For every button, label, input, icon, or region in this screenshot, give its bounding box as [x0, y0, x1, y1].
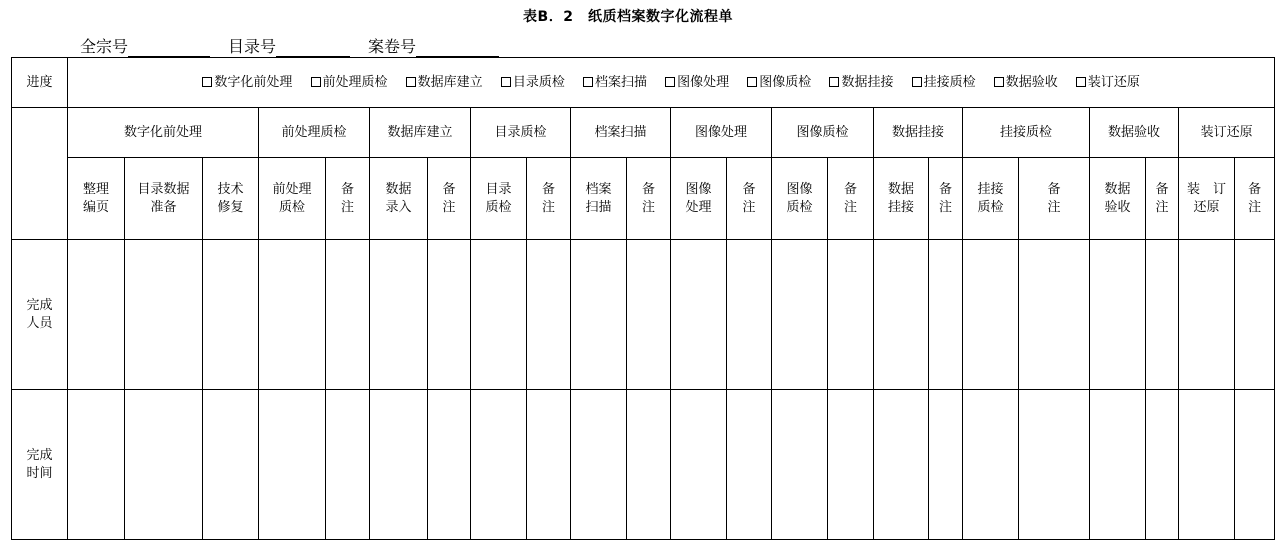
sub-header: 数据 录入 [370, 158, 428, 240]
sub-header: 数据 挂接 [874, 158, 929, 240]
progress-option[interactable]: 装订还原 [1076, 74, 1140, 92]
progress-option[interactable]: 前处理质检 [311, 74, 388, 92]
entry-cell[interactable] [68, 390, 125, 540]
checkbox-icon[interactable] [311, 77, 321, 87]
progress-option[interactable]: 图像处理 [665, 74, 729, 92]
entry-cell[interactable] [1235, 390, 1275, 540]
sub-header: 备 注 [627, 158, 671, 240]
sub-header: 备 注 [1146, 158, 1179, 240]
sub-header: 技术 修复 [203, 158, 259, 240]
sub-header: 备 注 [727, 158, 772, 240]
time-row [12, 390, 1275, 540]
stage-header: 装订还原 [1179, 108, 1275, 158]
anjuan-field[interactable] [368, 34, 499, 57]
entry-cell[interactable] [326, 240, 370, 390]
entry-cell[interactable] [1179, 240, 1235, 390]
entry-cell[interactable] [963, 390, 1019, 540]
checkbox-icon[interactable] [747, 77, 757, 87]
progress-options [68, 58, 1275, 108]
checkbox-icon[interactable] [501, 77, 511, 87]
anjuan-label: 案卷号 [368, 37, 417, 56]
checkbox-icon[interactable] [1076, 77, 1086, 87]
progress-option[interactable]: 档案扫描 [583, 74, 647, 92]
quanzong-field[interactable] [80, 34, 210, 57]
entry-cell[interactable] [1235, 240, 1275, 390]
sub-header: 备 注 [828, 158, 874, 240]
progress-option[interactable]: 挂接质检 [912, 74, 976, 92]
stage-header: 图像处理 [671, 108, 772, 158]
entry-cell[interactable] [471, 240, 527, 390]
entry-cell[interactable] [68, 240, 125, 390]
process-table [11, 57, 1275, 540]
entry-cell[interactable] [370, 390, 428, 540]
entry-cell[interactable] [471, 390, 527, 540]
sub-header: 图像 处理 [671, 158, 727, 240]
entry-cell[interactable] [571, 390, 627, 540]
anjuan-blank[interactable] [416, 39, 499, 57]
progress-option[interactable]: 目录质检 [501, 74, 565, 92]
entry-cell[interactable] [203, 390, 259, 540]
entry-cell[interactable] [259, 390, 326, 540]
sub-header: 整理 编页 [68, 158, 125, 240]
entry-cell[interactable] [828, 240, 874, 390]
quanzong-label: 全宗号 [80, 37, 129, 56]
checkbox-icon[interactable] [912, 77, 922, 87]
checkbox-icon[interactable] [202, 77, 212, 87]
checkbox-icon[interactable] [829, 77, 839, 87]
entry-cell[interactable] [929, 390, 963, 540]
progress-label: 进度 [12, 58, 68, 108]
entry-cell[interactable] [627, 390, 671, 540]
entry-cell[interactable] [671, 240, 727, 390]
entry-cell[interactable] [527, 390, 571, 540]
mulu-blank[interactable] [276, 39, 350, 57]
entry-cell[interactable] [428, 240, 471, 390]
progress-row [12, 58, 1275, 108]
stage-header: 数据验收 [1090, 108, 1179, 158]
entry-cell[interactable] [1146, 240, 1179, 390]
checkbox-icon[interactable] [665, 77, 675, 87]
entry-cell[interactable] [874, 390, 929, 540]
stage-header: 目录质检 [471, 108, 571, 158]
quanzong-blank[interactable] [128, 39, 210, 57]
progress-option[interactable]: 数字化前处理 [202, 74, 292, 92]
entry-cell[interactable] [1090, 240, 1146, 390]
progress-option[interactable]: 数据挂接 [829, 74, 893, 92]
entry-cell[interactable] [772, 240, 828, 390]
entry-cell[interactable] [627, 240, 671, 390]
entry-cell[interactable] [527, 240, 571, 390]
entry-cell[interactable] [671, 390, 727, 540]
time-label: 完成 时间 [12, 390, 68, 540]
entry-cell[interactable] [203, 240, 259, 390]
blank-corner-cell [12, 108, 68, 240]
entry-cell[interactable] [772, 390, 828, 540]
sub-header: 图像 质检 [772, 158, 828, 240]
entry-cell[interactable] [125, 390, 203, 540]
sub-header: 备 注 [326, 158, 370, 240]
entry-cell[interactable] [370, 240, 428, 390]
entry-cell[interactable] [326, 390, 370, 540]
entry-cell[interactable] [125, 240, 203, 390]
mulu-field[interactable] [228, 34, 350, 57]
checkbox-icon[interactable] [406, 77, 416, 87]
sub-header: 目录数据 准备 [125, 158, 203, 240]
stage-header: 数字化前处理 [68, 108, 259, 158]
checkbox-icon[interactable] [994, 77, 1004, 87]
sub-header: 档案 扫描 [571, 158, 627, 240]
progress-option[interactable]: 图像质检 [747, 74, 811, 92]
sub-header: 装 订 还原 [1179, 158, 1235, 240]
entry-cell[interactable] [828, 390, 874, 540]
entry-cell[interactable] [1019, 390, 1090, 540]
entry-cell[interactable] [929, 240, 963, 390]
entry-cell[interactable] [727, 240, 772, 390]
sub-header: 备 注 [527, 158, 571, 240]
stage-header: 挂接质检 [963, 108, 1090, 158]
entry-cell[interactable] [1179, 390, 1235, 540]
entry-cell[interactable] [963, 240, 1019, 390]
form-meta [80, 34, 517, 57]
stage-header: 图像质检 [772, 108, 874, 158]
sub-header: 挂接 质检 [963, 158, 1019, 240]
entry-cell[interactable] [1090, 390, 1146, 540]
form-title: 表B．2 纸质档案数字化流程单 [523, 9, 733, 25]
completer-label: 完成 人员 [12, 240, 68, 390]
sub-header: 备 注 [929, 158, 963, 240]
mulu-label: 目录号 [228, 37, 277, 56]
sub-header: 备 注 [1235, 158, 1275, 240]
entry-cell[interactable] [259, 240, 326, 390]
entry-cell[interactable] [571, 240, 627, 390]
entry-cell[interactable] [727, 390, 772, 540]
entry-cell[interactable] [428, 390, 471, 540]
stage-header: 前处理质检 [259, 108, 370, 158]
sub-header-row [12, 158, 1275, 240]
completer-row [12, 240, 1275, 390]
entry-cell[interactable] [1019, 240, 1090, 390]
progress-option[interactable]: 数据库建立 [406, 74, 483, 92]
sub-header: 前处理 质检 [259, 158, 326, 240]
sub-header: 备 注 [428, 158, 471, 240]
stage-header: 数据挂接 [874, 108, 963, 158]
entry-cell[interactable] [874, 240, 929, 390]
entry-cell[interactable] [1146, 390, 1179, 540]
stage-header: 数据库建立 [370, 108, 471, 158]
checkbox-icon[interactable] [583, 77, 593, 87]
sub-header: 目录 质检 [471, 158, 527, 240]
sub-header: 数据 验收 [1090, 158, 1146, 240]
stage-header-row [12, 108, 1275, 158]
sub-header: 备 注 [1019, 158, 1090, 240]
progress-option[interactable]: 数据验收 [994, 74, 1058, 92]
stage-header: 档案扫描 [571, 108, 671, 158]
